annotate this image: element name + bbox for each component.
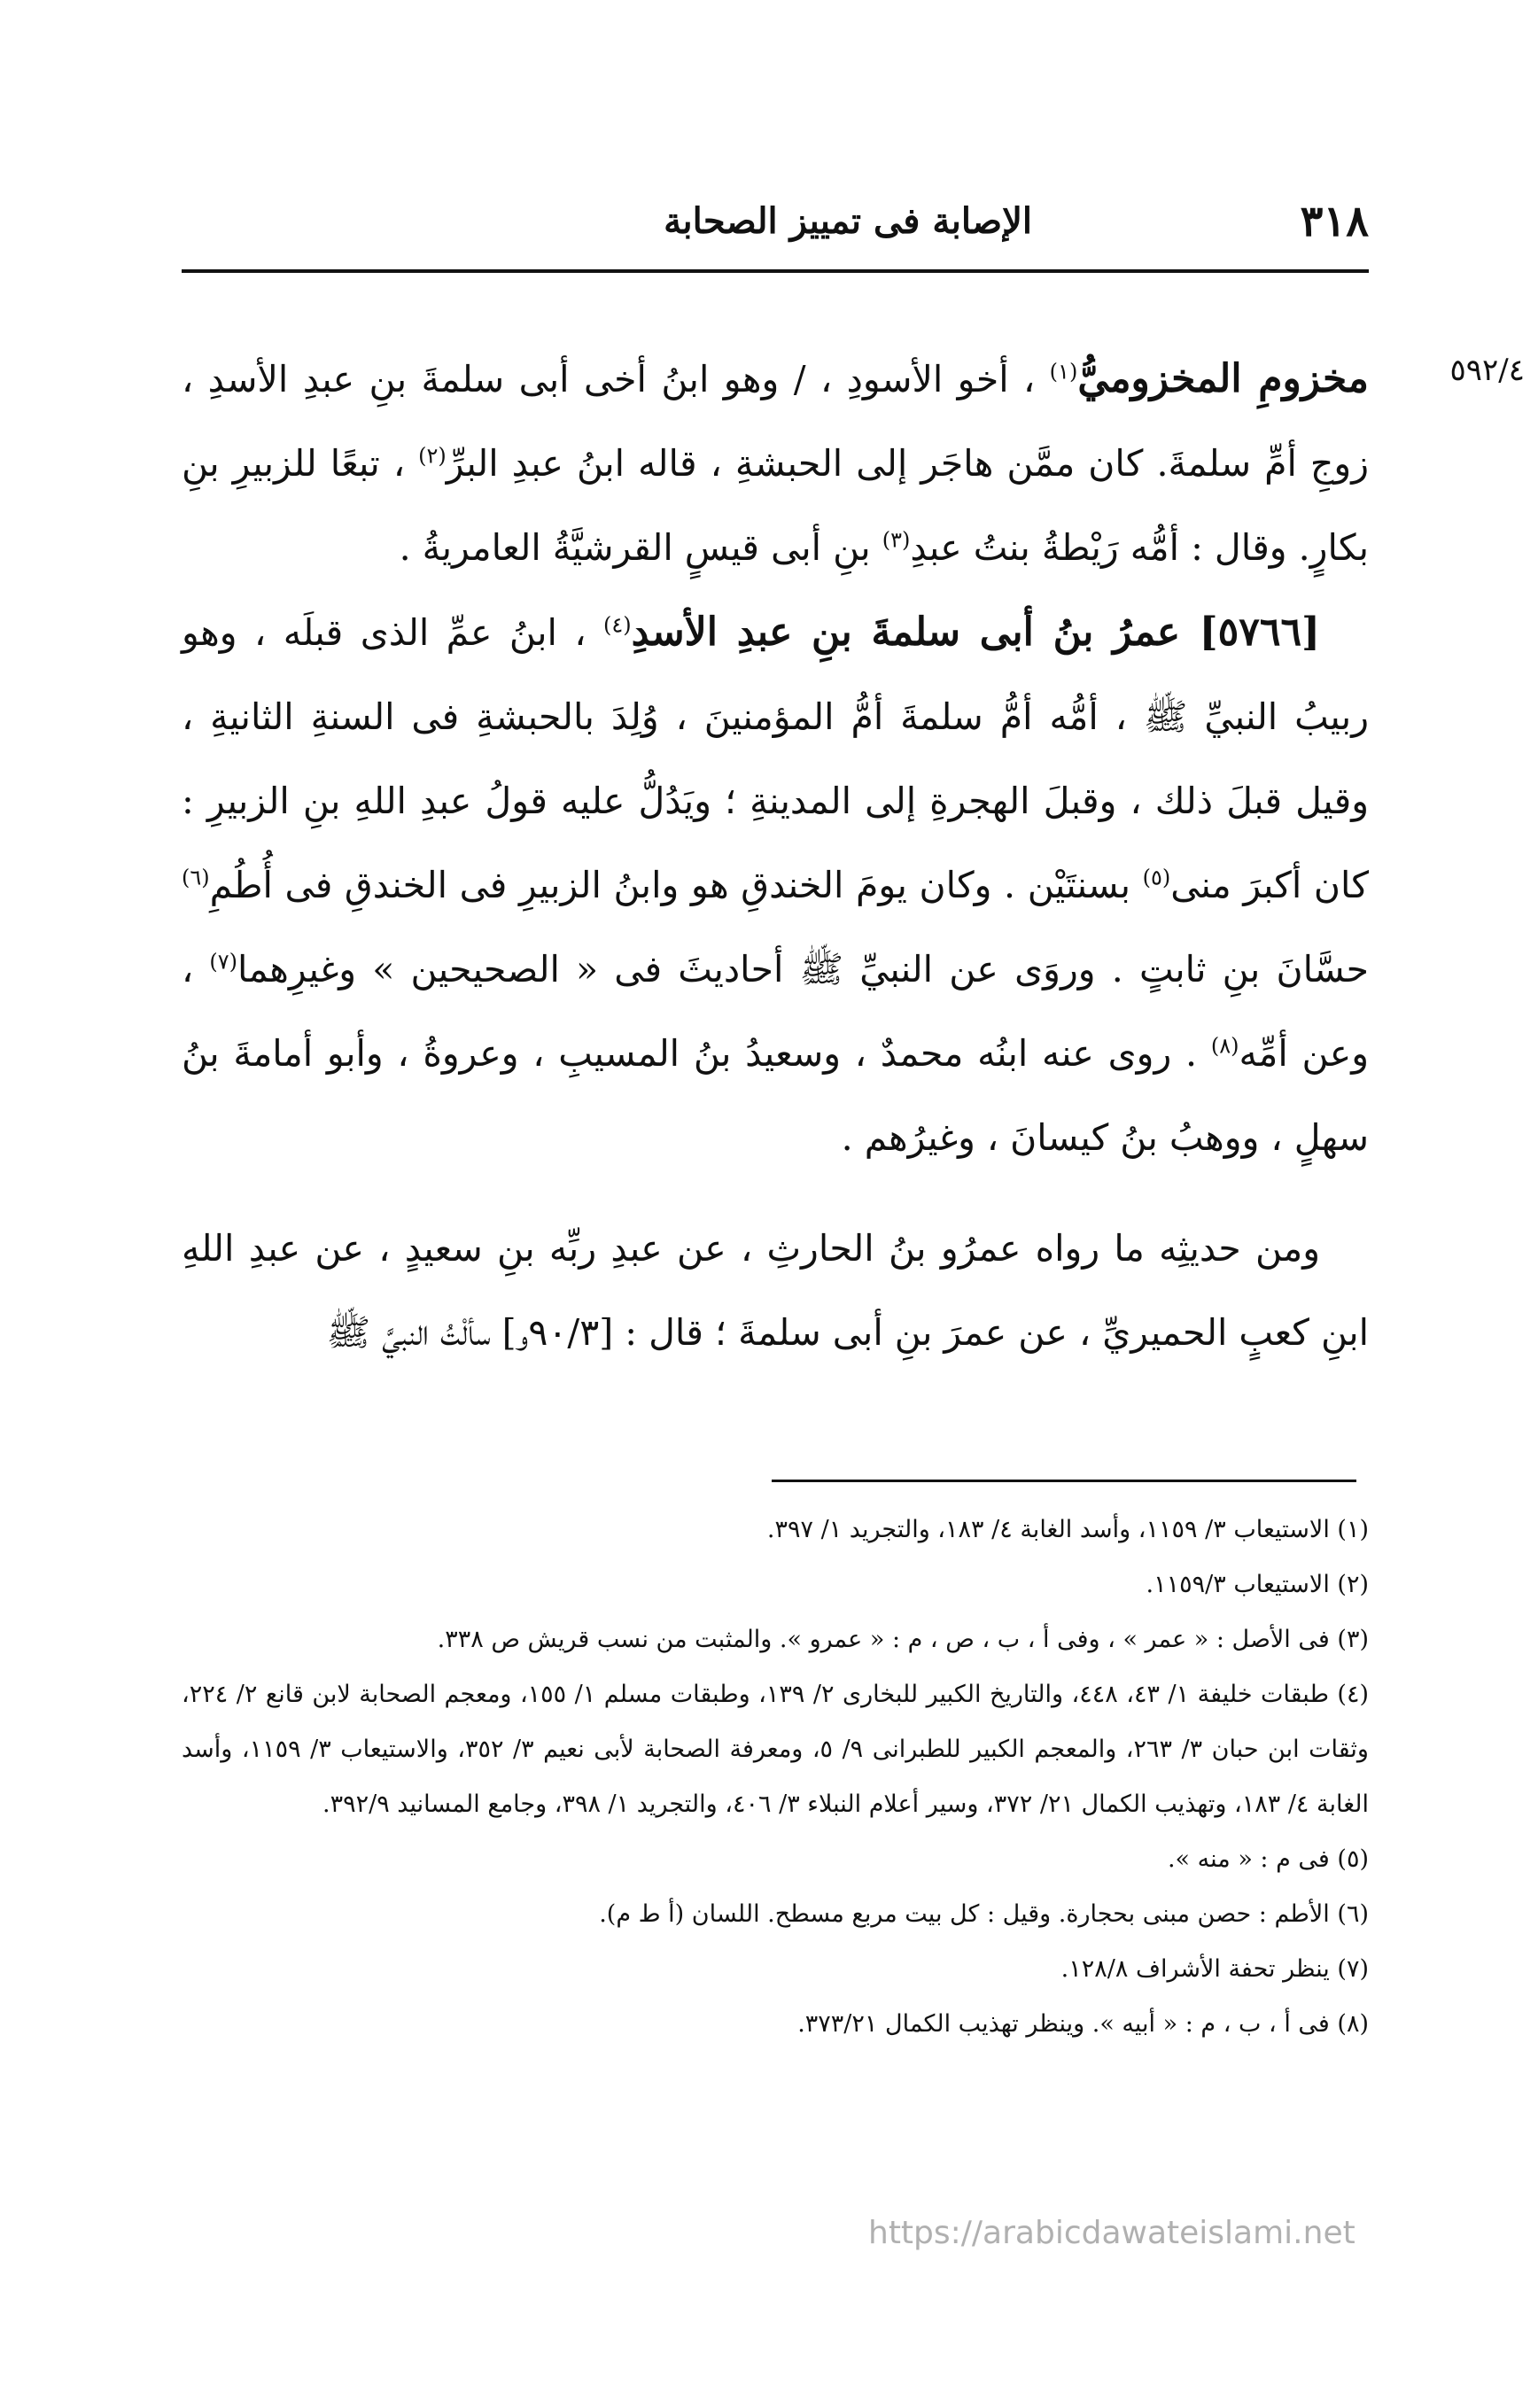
footnote: (٧) ينظر تحفة الأشراف ١٢٨/٨. <box>1060 1955 1369 1983</box>
paragraph-text: ، أخو الأسودِ ، / وهو ابنُ أخى أبى سلمةَ بنِ عبدِ الأسدِ ، زوجِ أمِّ سلمةَ. كان ممَّن هاجَر إلى الحبشةِ ، قاله ابنُ عبدِ البرِّ <box>182 358 1369 485</box>
source-watermark: https://arabicdawateislami.net <box>868 2215 1355 2251</box>
running-title: الإصابة فى تمييز الصحابة <box>664 200 1032 242</box>
paragraph-text: حسَّانَ بنِ ثابتٍ . وروَى عن النبيِّ ﷺ أحاديثَ فى « الصحيحين » وغيرِهما <box>237 948 1370 990</box>
paragraph-umar <box>182 590 1369 1180</box>
page-header <box>182 197 1369 250</box>
entry-name: مخزومِ المخزوميُّ <box>1077 356 1369 401</box>
footnote-marker: (٨) <box>1210 1033 1239 1059</box>
footnote: (٨) فى أ ، ب ، م : « أبيه ». وينظر تهذيب الكمال ٣٧٣/٢١. <box>797 2010 1369 2038</box>
footnote: (٤) طبقات خليفة ١/ ٤٣، ٤٤٨، والتاريخ الكبير للبخارى ٢/ ١٣٩، وطبقات مسلم ١/ ١٥٥، ومعجم الصحابة لابن قانع ٢/ ٢٢٤، وثقات ابن حبان ٣/ ٢٦٣، والمعجم الكبير للطبرانى ٩/ ٥، ومعرفة الصحابة لأبى نعيم ٣/ ٣٥٢، والاستيعاب ٣/ ١١٥٩، وأسد الغابة ٤/ ١٨٣، وتهذيب الكمال ٢١/ ٣٧٢، وسير أعلام النبلاء ٣/ ٤٠٦، والتجريد ١/ ٣٩٨، وجامع المسانيد ٣٩٢/٩. <box>182 1681 1370 1818</box>
paragraph-text: ، ابنُ عمِّ الذى قبلَه ، وهو ربيبُ النبيِّ ﷺ ، أمُّه أمُّ سلمةَ أمُّ المؤمنينَ ، وُلِدَ بالحبشةِ فى السنةِ الثانيةِ ، وقيل قبلَ ذلك ، وقبلَ الهجرةِ إلى المدينةِ ؛ ويَدُلُّ عليه قولُ عبدِ اللهِ بنِ الزبيرِ : كان أكبرَ منى <box>182 611 1369 906</box>
paragraph-text: بسنتَيْن . وكان يومَ الخندقِ هو وابنُ الزبيرِ فى الخندقِ فى أُطُمِ <box>209 864 1143 906</box>
header-rule <box>182 269 1369 273</box>
footnote-marker: (٤) <box>603 612 632 638</box>
page-number: ٣١٨ <box>1300 197 1369 246</box>
footnote: (١) الاستيعاب ٣/ ١١٥٩، وأسد الغابة ٤/ ١٨٣، والتجريد ١/ ٣٩٧. <box>766 1516 1369 1543</box>
footnote: (٣) فى الأصل : « عمر » ، وفى أ ، ب ، ص ، م : « عمرو ». والمثبت من نسب قريش ص ٣٣٨. <box>437 1626 1369 1653</box>
footnote: (٥) فى م : « منه ». <box>1167 1845 1369 1873</box>
footnote-rule <box>772 1480 1356 1482</box>
footnote-marker: (٥) <box>1142 865 1171 890</box>
footnote: (٢) الاستيعاب ١١٥٩/٣. <box>1146 1571 1369 1598</box>
main-text <box>182 337 1369 1375</box>
paragraph-text: بنِ أبى قيسٍ القرشيَّةُ العامريةُ . <box>399 526 882 569</box>
footnote-marker: (٢) <box>418 443 447 469</box>
footnotes <box>182 1503 1369 2052</box>
paragraph-makhzum <box>182 337 1369 590</box>
footnote-marker: (٧) <box>209 949 238 975</box>
volume-page-reference: ٥٩٢/٤ <box>1449 353 1525 388</box>
footnote-marker: (٦) <box>182 865 210 890</box>
footnote: (٦) الأطم : حصن مبنى بحجارة. وقيل : كل بيت مربع مسطح. اللسان (أ ط م). <box>599 1900 1369 1928</box>
entry-heading: [٥٧٦٦] عمرُ بنُ أبى سلمةَ بنِ عبدِ الأسدِ <box>631 610 1320 655</box>
paragraph-text: . روى عنه ابنُه محمدٌ ، وسعيدُ بنُ المسيبِ ، وعروةُ ، وأبو أمامةَ بنُ سهلٍ ، ووهبُ بنُ كيسانَ ، وغيرُهم . <box>182 1032 1369 1159</box>
paragraph-text: ، وعن أمِّه <box>182 948 1370 1075</box>
footnote-marker: (٣) <box>882 527 911 553</box>
footnote-marker: (١) <box>1049 359 1078 385</box>
paragraph-text: ، تبعًا للزبيرِ بنِ بكارٍ. وقال : أمُّه رَيْطةُ بنتُ عبدِ <box>182 442 1369 569</box>
paragraph-hadith: ومن حديثِه ما رواه عمرُو بنُ الحارثِ ، عن عبدِ ربِّه بنِ سعيدٍ ، عن عبدِ اللهِ ابنِ كعبٍ الحميريِّ ، عن عمرَ بنِ أبى سلمةَ ؛ قال : [٩٠/٣و] سألْتُ النبيَّ ﷺ <box>182 1227 1369 1354</box>
